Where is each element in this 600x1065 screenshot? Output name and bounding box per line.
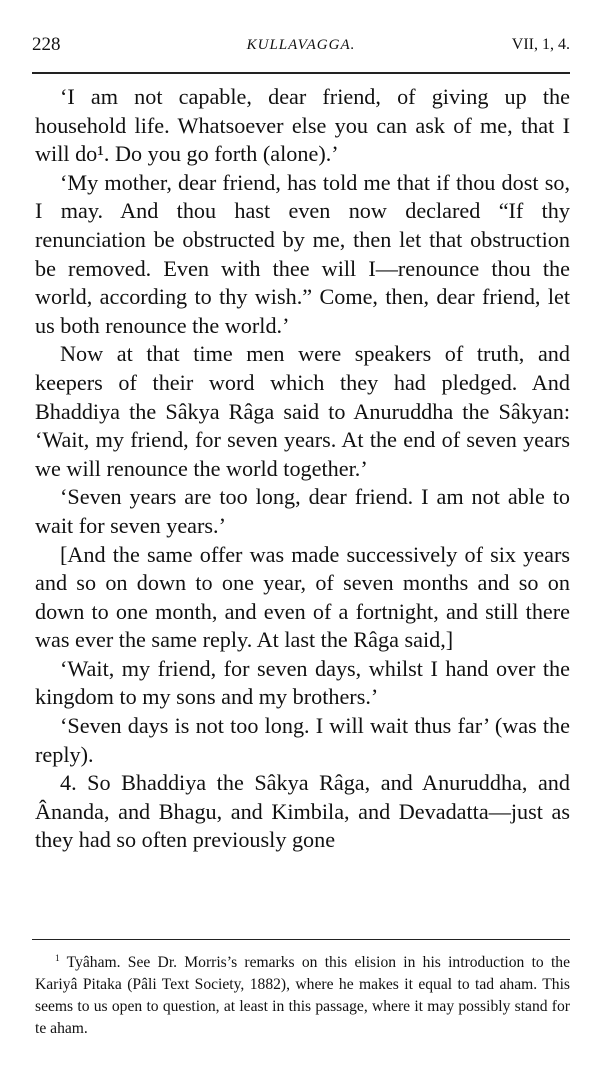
paragraph: ‘I am not capable, dear friend, of giving up the household life. Whatsoever else you can ask of me, that I will do¹. Do you go forth (alone).’ [35, 84, 570, 167]
page-number: 228 [32, 34, 61, 55]
paragraph: ‘My mother, dear friend, has told me that if thou dost so, I may. And thou hast even now declared “If thy renunciation be obstructed by me, then let that obstruction be removed. Even with thee will I—renounce thou the world, according to thy wish.” Come, then, dear friend, let us both renounce the world.’ [35, 169, 570, 338]
paragraph: ‘Seven years are too long, dear friend. I am not able to wait for seven years.’ [35, 484, 570, 538]
paragraph: ‘Seven days is not too long. I will wait thus far’ (was the reply). [35, 713, 570, 767]
running-title: KULLAVAGGA. [246, 37, 356, 53]
paragraph: [And the same offer was made successively of six years and so on down to one year, of seven months and so on down to one month, and even of a fortnight, and still there was ever the same reply. At last the Râga said,] [35, 541, 570, 653]
paragraph: Now at that time men were speakers of truth, and keepers of their word which they had pledged. And Bhaddiya the Sâkya Râga said to Anuruddha the Sâkyan: ‘Wait, my friend, for seven years. At the end of seven years we will renounce the world together.’ [35, 341, 570, 481]
footnote-body [35, 949, 570, 1039]
header-rule [32, 72, 570, 74]
paragraph: ‘Wait, my friend, for seven days, whilst I hand over the kingdom to my sons and my brothers.’ [35, 655, 570, 710]
body-text [35, 83, 570, 855]
paragraph: 4. So Bhaddiya the Sâkya Râga, and Anuruddha, and Ânanda, and Bhagu, and Kimbila, and Devadatta—just as they had so often previously gone [35, 770, 570, 853]
section-reference: VII, 1, 4. [511, 36, 570, 53]
footnote-text: Tyâham. See Dr. Morris’s remarks on this elision in his introduction to the Kariyâ Pitaka (Pâli Text Society, 1882), where he makes it equal to tad aham. This seems to us open to question, at least in this passage, where it may possibly stand for te aham. [35, 954, 570, 1037]
page-header [32, 34, 570, 58]
footnote [35, 949, 570, 1039]
footnote-rule [32, 939, 570, 940]
footnote-marker: 1 [55, 954, 60, 964]
